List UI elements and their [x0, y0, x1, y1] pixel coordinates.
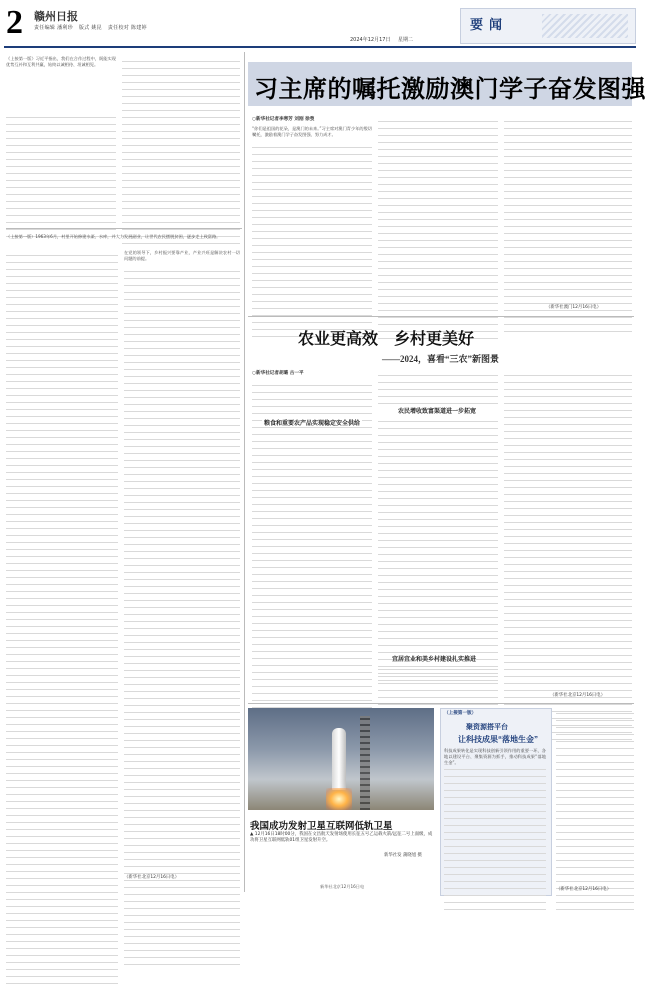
column-divider: [244, 52, 245, 892]
launch-tower: [360, 716, 370, 810]
farm-subhead-grain: 粮食和重要农产品实现稳定安全供给: [264, 420, 361, 427]
proofread-credit: 责任校对 陈建婷: [107, 25, 147, 31]
sidebox-sign-off: （新华社北京12月16日电）: [556, 887, 612, 892]
left-body-2: 在党的领导下，乡村振兴要靠产业，产业兴旺是解决农村一切问题的前提。: [124, 250, 240, 261]
divider: [6, 228, 242, 229]
satellite-caption: ▲ 12月16日18时00分，我国在文昌航天发射场使用长征五号乙运载火箭/远征二号上面级，成功将卫星互联网低轨01组卫星发射升空。: [250, 832, 433, 843]
sidebox-continued-tag: （上接第一版）: [444, 711, 477, 716]
farm-subhead-village: 宜居宜业和美乡村建设扎实推进: [392, 656, 477, 663]
main-text-col-1: [252, 142, 372, 312]
farm-subheadline: ——2024，喜看“三农”新图景: [382, 354, 500, 364]
left-body-1: （上接第一版）1963年6月，村里开始修建水渠、水库，并大力发展副业，让世代农民摆脱贫困，逐步走上致富路。: [6, 234, 221, 239]
rocket-icon: [332, 728, 346, 790]
main-sign-off: （新华社澳门12月16日电）: [546, 305, 602, 310]
farm-text-col-1: [252, 380, 372, 698]
main-lead: “你们是祖国的花朵，是澳门的未来。”习主席对澳门青少年的殷切嘱托，激励着澳门学子奋发图强、努力成才。: [252, 126, 372, 137]
sidebox-title-2: 让科技成果“落地生金”: [458, 735, 538, 744]
rocket-launch-photo: [248, 708, 434, 810]
farm-text-col-3: [504, 370, 632, 688]
farm-headline: 农业更高效 乡村更美好: [298, 331, 475, 348]
sidebox-text: [444, 764, 546, 890]
left-text-block-4: [124, 266, 240, 870]
main-text-col-3: [504, 116, 632, 302]
farm-text-col-2b: [378, 416, 498, 648]
farm-byline: ○新华社记者胡璐 古一平: [252, 371, 304, 376]
main-text-col-2: [378, 116, 498, 312]
launch-flame: [326, 788, 352, 810]
editor-credit: 责任编辑 潘利珍: [34, 25, 73, 31]
main-byline: ○新华社记者李寒芳 刘刚 徐弢: [252, 117, 315, 122]
page-header: [0, 0, 640, 58]
page-number: 2: [6, 4, 23, 41]
satellite-credit: 新华社发 蒲晓旭 摄: [384, 853, 422, 858]
farm-text-col-2a: [378, 370, 498, 402]
editor-credits: [34, 24, 151, 31]
left-intro: 《上接第一版》习近平指出，我们在合作过程中，既能实现优势互补和互利共赢，始终以诚相待、坦诚相见。: [6, 56, 116, 67]
sidebox-lead: 科技成果转化是实现科技创新引领作用的重要一环，各地以建设平台、聚集资源为抓手，推动科技成果“落地生金”。: [444, 748, 546, 765]
section-decoration: [542, 14, 628, 38]
farm-sign-off: （新华社北京12月16日电）: [550, 693, 606, 698]
section-title: 要闻: [470, 17, 509, 32]
farm-text-col-2c: [378, 664, 498, 700]
date-text: 2024年12月17日: [350, 37, 391, 43]
farm-subhead-income: 农民增收致富渠道进一步拓宽: [398, 408, 477, 415]
right-text-col: [556, 708, 634, 884]
newspaper-brand: 赣州日报: [34, 11, 78, 23]
left-text-block-3: [6, 250, 118, 880]
divider: [248, 703, 634, 704]
divider: [248, 316, 634, 317]
issue-date: [350, 36, 419, 43]
satellite-headline: 我国成功发射卫星互联网低轨卫星: [250, 822, 393, 832]
layout-credit: 版式 姚昆: [78, 25, 102, 31]
header-rule: [4, 46, 636, 48]
left-text-block: [6, 112, 116, 222]
left-sign-off: （新华社北京12月16日电）: [124, 875, 180, 880]
page-footer: 新华社北京12月16日电: [320, 884, 365, 889]
left-text-block-2: [122, 56, 240, 222]
main-headline: 习主席的嘱托激励澳门学子奋发图强: [254, 76, 646, 103]
sidebox-title-1: 聚资源搭平台: [466, 724, 508, 731]
weekday-text: 星期二: [398, 37, 414, 43]
